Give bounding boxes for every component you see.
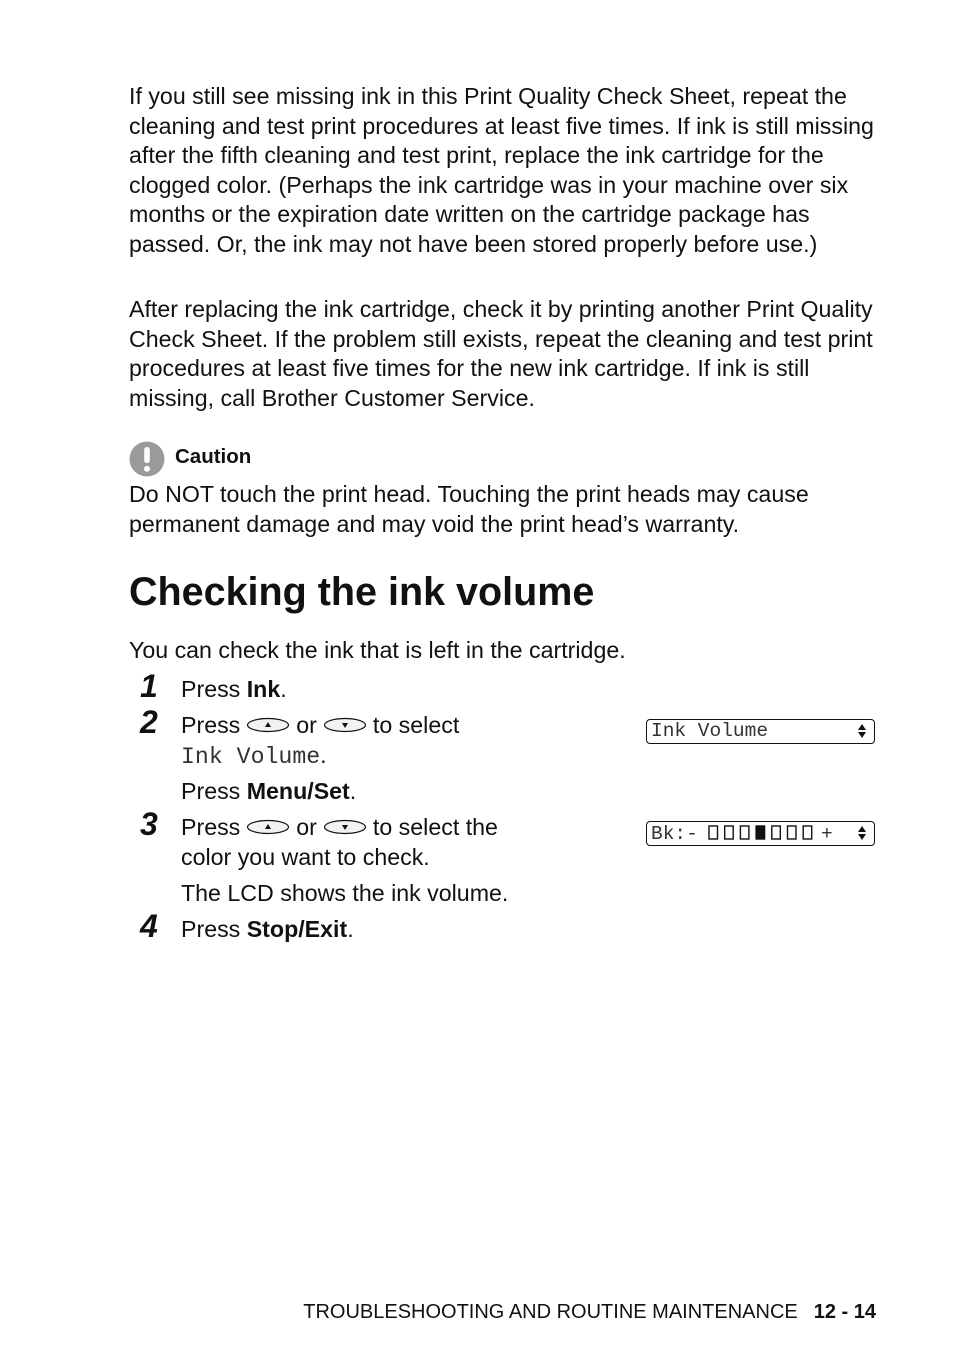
ink-level-segment [709,826,718,839]
ink-level-segment [788,826,797,839]
step-1-text [181,674,287,704]
ink-level-readout [651,822,851,844]
step-number-1: 1 [140,668,158,704]
caution-text: Do NOT touch the print head. Touching the print heads may cause permanent damage and may void the print head’s warranty. [129,481,809,537]
step-4-text [181,914,354,944]
stop-exit-key-label: Stop/Exit [246,916,348,942]
page-footer [303,1300,876,1324]
menu-set-key-label: Menu/Set [246,778,350,804]
step-4-press: Press [181,916,247,942]
ink-level-segments [709,826,812,839]
ink-level-segment [725,826,734,839]
step-2-line-1 [181,710,459,740]
exclamation-icon [129,441,165,477]
step-2-line-2 [181,740,327,772]
footer-page-number: 12 - 14 [813,1301,876,1323]
step-3-or: or [296,814,317,840]
ink-level-segment [772,826,781,839]
down-arrow-button-icon [323,819,367,835]
step-3-line-3: The LCD shows the ink volume. [181,880,509,906]
up-down-arrow-icon [858,826,866,840]
step-2-press: Press [181,712,241,738]
step-number-4: 4 [140,908,158,944]
up-arrow-button-icon [246,717,290,733]
body-paragraph-missing-ink: If you still see missing ink in this Print Quality Check Sheet, repeat the cleaning and test print procedures at least five times. If ink is still missing after the fifth cleaning and test print, replace the ink cartridge for the clogged color. (Perhaps the ink cartridge was in your machine over six months or the expiration date written on the cartridge package has passed. Or, the ink may not have been stored properly before use.) [129,83,874,257]
ink-level-suffix: + [821,823,833,844]
lcd-text: Ink Volume [651,720,769,742]
section-intro: You can check the ink that is left in the cartridge. [129,637,626,663]
step-3-press: Press [181,814,241,840]
ink-level-segment [803,826,812,839]
step-2-or: or [296,712,317,738]
step-3-line-1 [181,812,498,842]
lcd-display-ink-level [646,821,875,846]
up-down-arrow-icon [858,724,866,738]
step-3-line-2: color you want to check. [181,844,430,870]
section-title: Checking the ink volume [129,570,595,614]
ink-level-segment [740,826,749,839]
lcd-display-ink-volume [646,719,875,744]
step-2-to-select: to select [372,712,460,738]
up-arrow-button-icon [246,819,290,835]
step-4-period: . [347,916,354,942]
step-2-press-2: Press [181,778,247,804]
step-2-line-3 [181,776,356,806]
step-2-period-2: . [349,778,357,804]
caution-label: Caution [175,445,252,468]
step-1-period: . [280,676,287,702]
step-number-2: 2 [140,704,158,740]
ink-level-segment-filled [756,826,765,839]
footer-section-title: TROUBLESHOOTING AND ROUTINE MAINTENANCE [303,1301,798,1323]
step-3-to-select: to select the [372,814,498,840]
ink-key-label: Ink [246,676,281,702]
lcd-option-ink-volume: Ink Volume [181,744,321,770]
down-arrow-button-icon [323,717,367,733]
step-1-press: Press [181,676,247,702]
body-paragraph-after-replacing: After replacing the ink cartridge, check it by printing another Print Quality Check Sheet. If the problem still exists, repeat the cleaning and test print procedures at least five times for the new ink cartridge. If ink is still missing, call Brother Customer Service. [129,296,873,411]
ink-level-prefix: Bk:- [651,823,698,844]
step-number-3: 3 [140,806,158,842]
step-2-period: . [320,742,327,768]
